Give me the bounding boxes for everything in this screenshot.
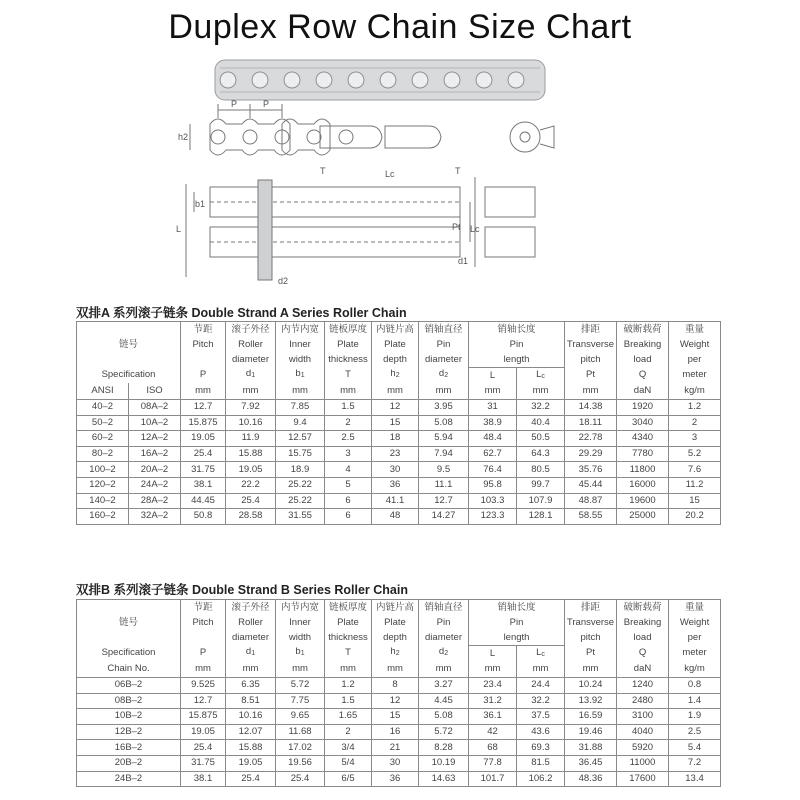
table-cell: 11.2 bbox=[669, 477, 721, 493]
table-cell: 7.92 bbox=[226, 400, 276, 416]
table-cell: 103.3 bbox=[469, 493, 517, 509]
table-cell: 38.9 bbox=[469, 415, 517, 431]
table-cell: 4.45 bbox=[419, 693, 469, 709]
table-cell: 13.92 bbox=[565, 693, 617, 709]
table-b-heading: 双排B 系列滚子链条 Double Strand B Series Roller Chain bbox=[76, 583, 408, 597]
table-cell: 9.4 bbox=[276, 415, 325, 431]
table-cell: 40–2 bbox=[77, 400, 129, 416]
table-cell: 31.75 bbox=[181, 462, 226, 478]
dim-d1-label: d1 bbox=[458, 256, 469, 266]
table-cell: 64.3 bbox=[517, 446, 565, 462]
table-cell: 38.1 bbox=[181, 771, 226, 787]
table-cell: 16000 bbox=[617, 477, 669, 493]
table-row bbox=[77, 477, 721, 493]
table-cell: 2 bbox=[325, 415, 372, 431]
table-cell: 11000 bbox=[617, 755, 669, 771]
table-cell: 11.68 bbox=[276, 724, 325, 740]
table-cell: 6 bbox=[325, 509, 372, 525]
table-cell: 19600 bbox=[617, 493, 669, 509]
table-cell: 11800 bbox=[617, 462, 669, 478]
table-cell: 19.05 bbox=[226, 462, 276, 478]
table-a: 节距 滚子外径 内节内宽 链板厚度 内链片高 销轴直径 销轴长度 排距 破断载荷 重量 链号 Pitch Roller Inner Plate Plate Pin Pin Transverse Breaking Weight diameter width thickness depth diameter length pitch load per Specification P d1 b1 T h2 d2 L Lc Pt Q meter ANSI ISO mm mm mm mm mm mm mm mm mm daN kg/m 40–2 08A–2 12.7 7.92 7.85 1.5 12 3.95 31 32.2 14.38 1920 1.2 50–2 10A–2 15.875 10.16 9.4 2 15 5.08 38.9 40.4 18.11 3040 2 60–2 12A–2 19.05 11.9 12.57 2.5 18 5.94 48.4 50.5 22.78 4340 3 80–2 16A–2 25.4 15.88 15.75 3 23 7.94 62.7 64.3 29.29 7780 5.2 100–2 20A–2 31.75 19.05 18.9 4 30 9.5 76.4 80.5 35.76 11800 7.6 120–2 24A–2 38.1 22.2 25.22 5 36 11.1 95.8 99.7 45.44 16000 11.2 140–2 28A–2 44.45 25.4 25.22 6 41.1 12.7 103.3 107.9 48.87 19600 15 160–2 32A–2 50.8 28.58 31.55 6 48 14.27 123.3 128.1 58.55 25000 20.2 bbox=[76, 321, 721, 525]
table-cell: 30 bbox=[372, 462, 419, 478]
table-cell: 19.05 bbox=[226, 755, 276, 771]
table-cell: 35.76 bbox=[565, 462, 617, 478]
table-cell: 12.7 bbox=[181, 400, 226, 416]
table-cell: 3 bbox=[325, 446, 372, 462]
table-row bbox=[77, 493, 721, 509]
table-cell: 12 bbox=[372, 400, 419, 416]
table-cell: 36.45 bbox=[565, 755, 617, 771]
table-cell: 12B–2 bbox=[77, 724, 181, 740]
table-cell: 128.1 bbox=[517, 509, 565, 525]
table-cell: 3040 bbox=[617, 415, 669, 431]
table-row bbox=[77, 400, 721, 416]
table-row bbox=[77, 431, 721, 447]
table-cell: 2480 bbox=[617, 693, 669, 709]
table-cell: 2 bbox=[669, 415, 721, 431]
table-cell: 16B–2 bbox=[77, 740, 181, 756]
table-cell: 7.75 bbox=[276, 693, 325, 709]
table-cell: 12.7 bbox=[419, 493, 469, 509]
table-cell: 48.4 bbox=[469, 431, 517, 447]
table-cell: 5/4 bbox=[325, 755, 372, 771]
table-cell: 24B–2 bbox=[77, 771, 181, 787]
table-cell: 32A–2 bbox=[129, 509, 181, 525]
table-cell: 24A–2 bbox=[129, 477, 181, 493]
table-cell: 28A–2 bbox=[129, 493, 181, 509]
dim-b1-label: b1 bbox=[195, 199, 206, 209]
table-cell: 62.7 bbox=[469, 446, 517, 462]
table-cell: 18.11 bbox=[565, 415, 617, 431]
table-cell: 25.4 bbox=[181, 446, 226, 462]
table-cell: 48.87 bbox=[565, 493, 617, 509]
table-cell: 25000 bbox=[617, 509, 669, 525]
table-cell: 7.2 bbox=[669, 755, 721, 771]
table-cell: 2.5 bbox=[325, 431, 372, 447]
table-cell: 16.59 bbox=[565, 709, 617, 725]
table-cell: 16 bbox=[372, 724, 419, 740]
top-view bbox=[186, 177, 535, 280]
table-cell: 08B–2 bbox=[77, 693, 181, 709]
table-cell: 15 bbox=[372, 415, 419, 431]
table-cell: 31.75 bbox=[181, 755, 226, 771]
table-cell: 6.35 bbox=[226, 678, 276, 694]
table-cell: 8.28 bbox=[419, 740, 469, 756]
table-cell: 22.2 bbox=[226, 477, 276, 493]
table-cell: 42 bbox=[469, 724, 517, 740]
table-cell: 5.94 bbox=[419, 431, 469, 447]
table-cell: 2 bbox=[325, 724, 372, 740]
table-row bbox=[77, 462, 721, 478]
table-cell: 24.4 bbox=[517, 678, 565, 694]
table-cell: 6/5 bbox=[325, 771, 372, 787]
table-cell: 80.5 bbox=[517, 462, 565, 478]
dim-l-label: L bbox=[176, 224, 182, 234]
table-cell: 50.5 bbox=[517, 431, 565, 447]
table-cell: 17.02 bbox=[276, 740, 325, 756]
dim-t-label-right: T bbox=[455, 166, 461, 176]
table-cell: 8 bbox=[372, 678, 419, 694]
table-cell: 1.9 bbox=[669, 709, 721, 725]
table-cell: 3.95 bbox=[419, 400, 469, 416]
table-cell: 50.8 bbox=[181, 509, 226, 525]
table-cell: 25.22 bbox=[276, 493, 325, 509]
table-cell: 15.875 bbox=[181, 709, 226, 725]
table-cell: 22.78 bbox=[565, 431, 617, 447]
dim-t-label-top: T bbox=[320, 166, 326, 176]
table-cell: 15 bbox=[669, 493, 721, 509]
table-cell: 06B–2 bbox=[77, 678, 181, 694]
dim-p-label-1: P bbox=[231, 99, 238, 109]
table-cell: 3.27 bbox=[419, 678, 469, 694]
table-cell: 10.19 bbox=[419, 755, 469, 771]
dim-p-label-2: P bbox=[263, 99, 270, 109]
table-cell: 14.27 bbox=[419, 509, 469, 525]
table-cell: 100–2 bbox=[77, 462, 129, 478]
table-row bbox=[77, 709, 721, 725]
table-cell: 48 bbox=[372, 509, 419, 525]
table-cell: 19.46 bbox=[565, 724, 617, 740]
table-cell: 25.4 bbox=[226, 771, 276, 787]
table-cell: 81.5 bbox=[517, 755, 565, 771]
table-cell: 9.65 bbox=[276, 709, 325, 725]
table-cell: 43.6 bbox=[517, 724, 565, 740]
dim-h2-label: h2 bbox=[178, 132, 189, 142]
dim-pt-label: Pt bbox=[452, 222, 461, 232]
table-cell: 18.9 bbox=[276, 462, 325, 478]
table-cell: 69.3 bbox=[517, 740, 565, 756]
table-cell: 36.1 bbox=[469, 709, 517, 725]
table-row bbox=[77, 755, 721, 771]
dim-lc-label-side: Lc bbox=[470, 224, 480, 234]
table-cell: 10.16 bbox=[226, 709, 276, 725]
table-cell: 7780 bbox=[617, 446, 669, 462]
table-cell: 5.2 bbox=[669, 446, 721, 462]
dim-lc-label-top: Lc bbox=[385, 169, 395, 179]
table-cell: 10.16 bbox=[226, 415, 276, 431]
table-cell: 95.8 bbox=[469, 477, 517, 493]
table-cell: 8.51 bbox=[226, 693, 276, 709]
table-cell: 15 bbox=[372, 709, 419, 725]
table-cell: 12.07 bbox=[226, 724, 276, 740]
table-cell: 11.9 bbox=[226, 431, 276, 447]
table-cell: 14.38 bbox=[565, 400, 617, 416]
table-cell: 40.4 bbox=[517, 415, 565, 431]
table-row bbox=[77, 415, 721, 431]
table-cell: 9.525 bbox=[181, 678, 226, 694]
table-cell: 19.05 bbox=[181, 431, 226, 447]
chain-photo bbox=[215, 60, 545, 100]
table-cell: 23 bbox=[372, 446, 419, 462]
table-cell: 32.2 bbox=[517, 400, 565, 416]
table-a-body bbox=[77, 400, 721, 525]
table-cell: 140–2 bbox=[77, 493, 129, 509]
table-cell: 5.08 bbox=[419, 415, 469, 431]
table-cell: 123.3 bbox=[469, 509, 517, 525]
table-row bbox=[77, 724, 721, 740]
table-cell: 23.4 bbox=[469, 678, 517, 694]
table-cell: 20A–2 bbox=[129, 462, 181, 478]
table-cell: 3 bbox=[669, 431, 721, 447]
table-cell: 4040 bbox=[617, 724, 669, 740]
table-cell: 101.7 bbox=[469, 771, 517, 787]
table-cell: 1.2 bbox=[669, 400, 721, 416]
table-cell: 1.5 bbox=[325, 400, 372, 416]
table-cell: 41.1 bbox=[372, 493, 419, 509]
table-cell: 1.5 bbox=[325, 693, 372, 709]
table-cell: 5 bbox=[325, 477, 372, 493]
table-a-heading: 双排A 系列滚子链条 Double Strand A Series Roller Chain bbox=[76, 306, 407, 320]
table-cell: 11.1 bbox=[419, 477, 469, 493]
table-cell: 4 bbox=[325, 462, 372, 478]
table-cell: 9.5 bbox=[419, 462, 469, 478]
table-cell: 50–2 bbox=[77, 415, 129, 431]
table-cell: 3/4 bbox=[325, 740, 372, 756]
table-row bbox=[77, 740, 721, 756]
table-cell: 12.57 bbox=[276, 431, 325, 447]
table-cell: 10B–2 bbox=[77, 709, 181, 725]
table-cell: 12.7 bbox=[181, 693, 226, 709]
dim-d2-label: d2 bbox=[278, 276, 289, 286]
table-row bbox=[77, 509, 721, 525]
table-cell: 120–2 bbox=[77, 477, 129, 493]
table-cell: 5.4 bbox=[669, 740, 721, 756]
table-cell: 44.45 bbox=[181, 493, 226, 509]
table-row bbox=[77, 693, 721, 709]
table-cell: 6 bbox=[325, 493, 372, 509]
table-cell: 38.1 bbox=[181, 477, 226, 493]
chain-drawing bbox=[170, 52, 570, 292]
table-cell: 25.4 bbox=[226, 493, 276, 509]
table-row bbox=[77, 771, 721, 787]
table-cell: 48.36 bbox=[565, 771, 617, 787]
table-cell: 28.58 bbox=[226, 509, 276, 525]
table-cell: 19.05 bbox=[181, 724, 226, 740]
table-cell: 18 bbox=[372, 431, 419, 447]
table-cell: 20.2 bbox=[669, 509, 721, 525]
table-cell: 99.7 bbox=[517, 477, 565, 493]
table-cell: 68 bbox=[469, 740, 517, 756]
table-cell: 31.88 bbox=[565, 740, 617, 756]
side-view bbox=[190, 104, 554, 155]
table-cell: 37.5 bbox=[517, 709, 565, 725]
table-cell: 12A–2 bbox=[129, 431, 181, 447]
table-cell: 5.08 bbox=[419, 709, 469, 725]
table-cell: 21 bbox=[372, 740, 419, 756]
table-cell: 29.29 bbox=[565, 446, 617, 462]
table-row bbox=[77, 446, 721, 462]
table-cell: 15.875 bbox=[181, 415, 226, 431]
table-cell: 7.94 bbox=[419, 446, 469, 462]
table-cell: 58.55 bbox=[565, 509, 617, 525]
table-cell: 5.72 bbox=[276, 678, 325, 694]
table-cell: 107.9 bbox=[517, 493, 565, 509]
table-cell: 7.6 bbox=[669, 462, 721, 478]
table-cell: 15.75 bbox=[276, 446, 325, 462]
table-cell: 160–2 bbox=[77, 509, 129, 525]
table-cell: 08A–2 bbox=[129, 400, 181, 416]
table-cell: 16A–2 bbox=[129, 446, 181, 462]
table-cell: 1.65 bbox=[325, 709, 372, 725]
table-cell: 80–2 bbox=[77, 446, 129, 462]
table-cell: 77.8 bbox=[469, 755, 517, 771]
table-cell: 13.4 bbox=[669, 771, 721, 787]
table-cell: 106.2 bbox=[517, 771, 565, 787]
table-cell: 0.8 bbox=[669, 678, 721, 694]
table-b-body bbox=[77, 678, 721, 787]
table-cell: 17600 bbox=[617, 771, 669, 787]
table-cell: 1920 bbox=[617, 400, 669, 416]
table-cell: 36 bbox=[372, 771, 419, 787]
table-cell: 31.55 bbox=[276, 509, 325, 525]
table-cell: 20B–2 bbox=[77, 755, 181, 771]
table-cell: 14.63 bbox=[419, 771, 469, 787]
table-cell: 1.2 bbox=[325, 678, 372, 694]
table-cell: 45.44 bbox=[565, 477, 617, 493]
table-cell: 12 bbox=[372, 693, 419, 709]
table-b: 节距 滚子外径 内节内宽 链板厚度 内链片高 销轴直径 销轴长度 排距 破断载荷 重量 链号 Pitch Roller Inner Plate Plate Pin Pin Transverse Breaking Weight diameter width thickness depth diameter length pitch load per Specification P d1 b1 T h2 d2 L Lc Pt Q meter Chain No. mm mm mm mm mm mm mm mm mm daN kg/m 06B–2 9.525 6.35 5.72 1.2 8 3.27 23.4 24.4 10.24 1240 0.8 08B–2 12.7 8.51 7.75 1.5 12 4.45 31.2 32.2 13.92 2480 1.4 10B–2 15.875 10.16 9.65 1.65 15 5.08 36.1 37.5 16.59 3100 1.9 12B–2 19.05 12.07 11.68 2 16 5.72 42 43.6 19.46 4040 2.5 16B–2 25.4 15.88 17.02 3/4 21 8.28 68 69.3 31.88 5920 5.4 20B–2 31.75 19.05 19.56 5/4 30 10.19 77.8 81.5 36.45 11000 7.2 24B–2 38.1 25.4 25.4 6/5 36 14.63 101.7 106.2 48.36 17600 13.4 bbox=[76, 599, 721, 787]
table-cell: 32.2 bbox=[517, 693, 565, 709]
table-cell: 1240 bbox=[617, 678, 669, 694]
table-cell: 1.4 bbox=[669, 693, 721, 709]
table-cell: 10A–2 bbox=[129, 415, 181, 431]
table-cell: 7.85 bbox=[276, 400, 325, 416]
table-cell: 60–2 bbox=[77, 431, 129, 447]
table-cell: 15.88 bbox=[226, 446, 276, 462]
table-cell: 5.72 bbox=[419, 724, 469, 740]
table-cell: 36 bbox=[372, 477, 419, 493]
table-cell: 31.2 bbox=[469, 693, 517, 709]
table-cell: 31 bbox=[469, 400, 517, 416]
table-row bbox=[77, 678, 721, 694]
table-cell: 19.56 bbox=[276, 755, 325, 771]
table-cell: 10.24 bbox=[565, 678, 617, 694]
table-cell: 25.4 bbox=[276, 771, 325, 787]
table-cell: 5920 bbox=[617, 740, 669, 756]
table-cell: 4340 bbox=[617, 431, 669, 447]
table-cell: 2.5 bbox=[669, 724, 721, 740]
table-cell: 15.88 bbox=[226, 740, 276, 756]
col-chain-cn: 链号 bbox=[77, 337, 181, 352]
table-cell: 3100 bbox=[617, 709, 669, 725]
table-cell: 25.22 bbox=[276, 477, 325, 493]
table-cell: 76.4 bbox=[469, 462, 517, 478]
table-cell: 30 bbox=[372, 755, 419, 771]
table-cell: 25.4 bbox=[181, 740, 226, 756]
page-title: Duplex Row Chain Size Chart bbox=[168, 8, 632, 46]
